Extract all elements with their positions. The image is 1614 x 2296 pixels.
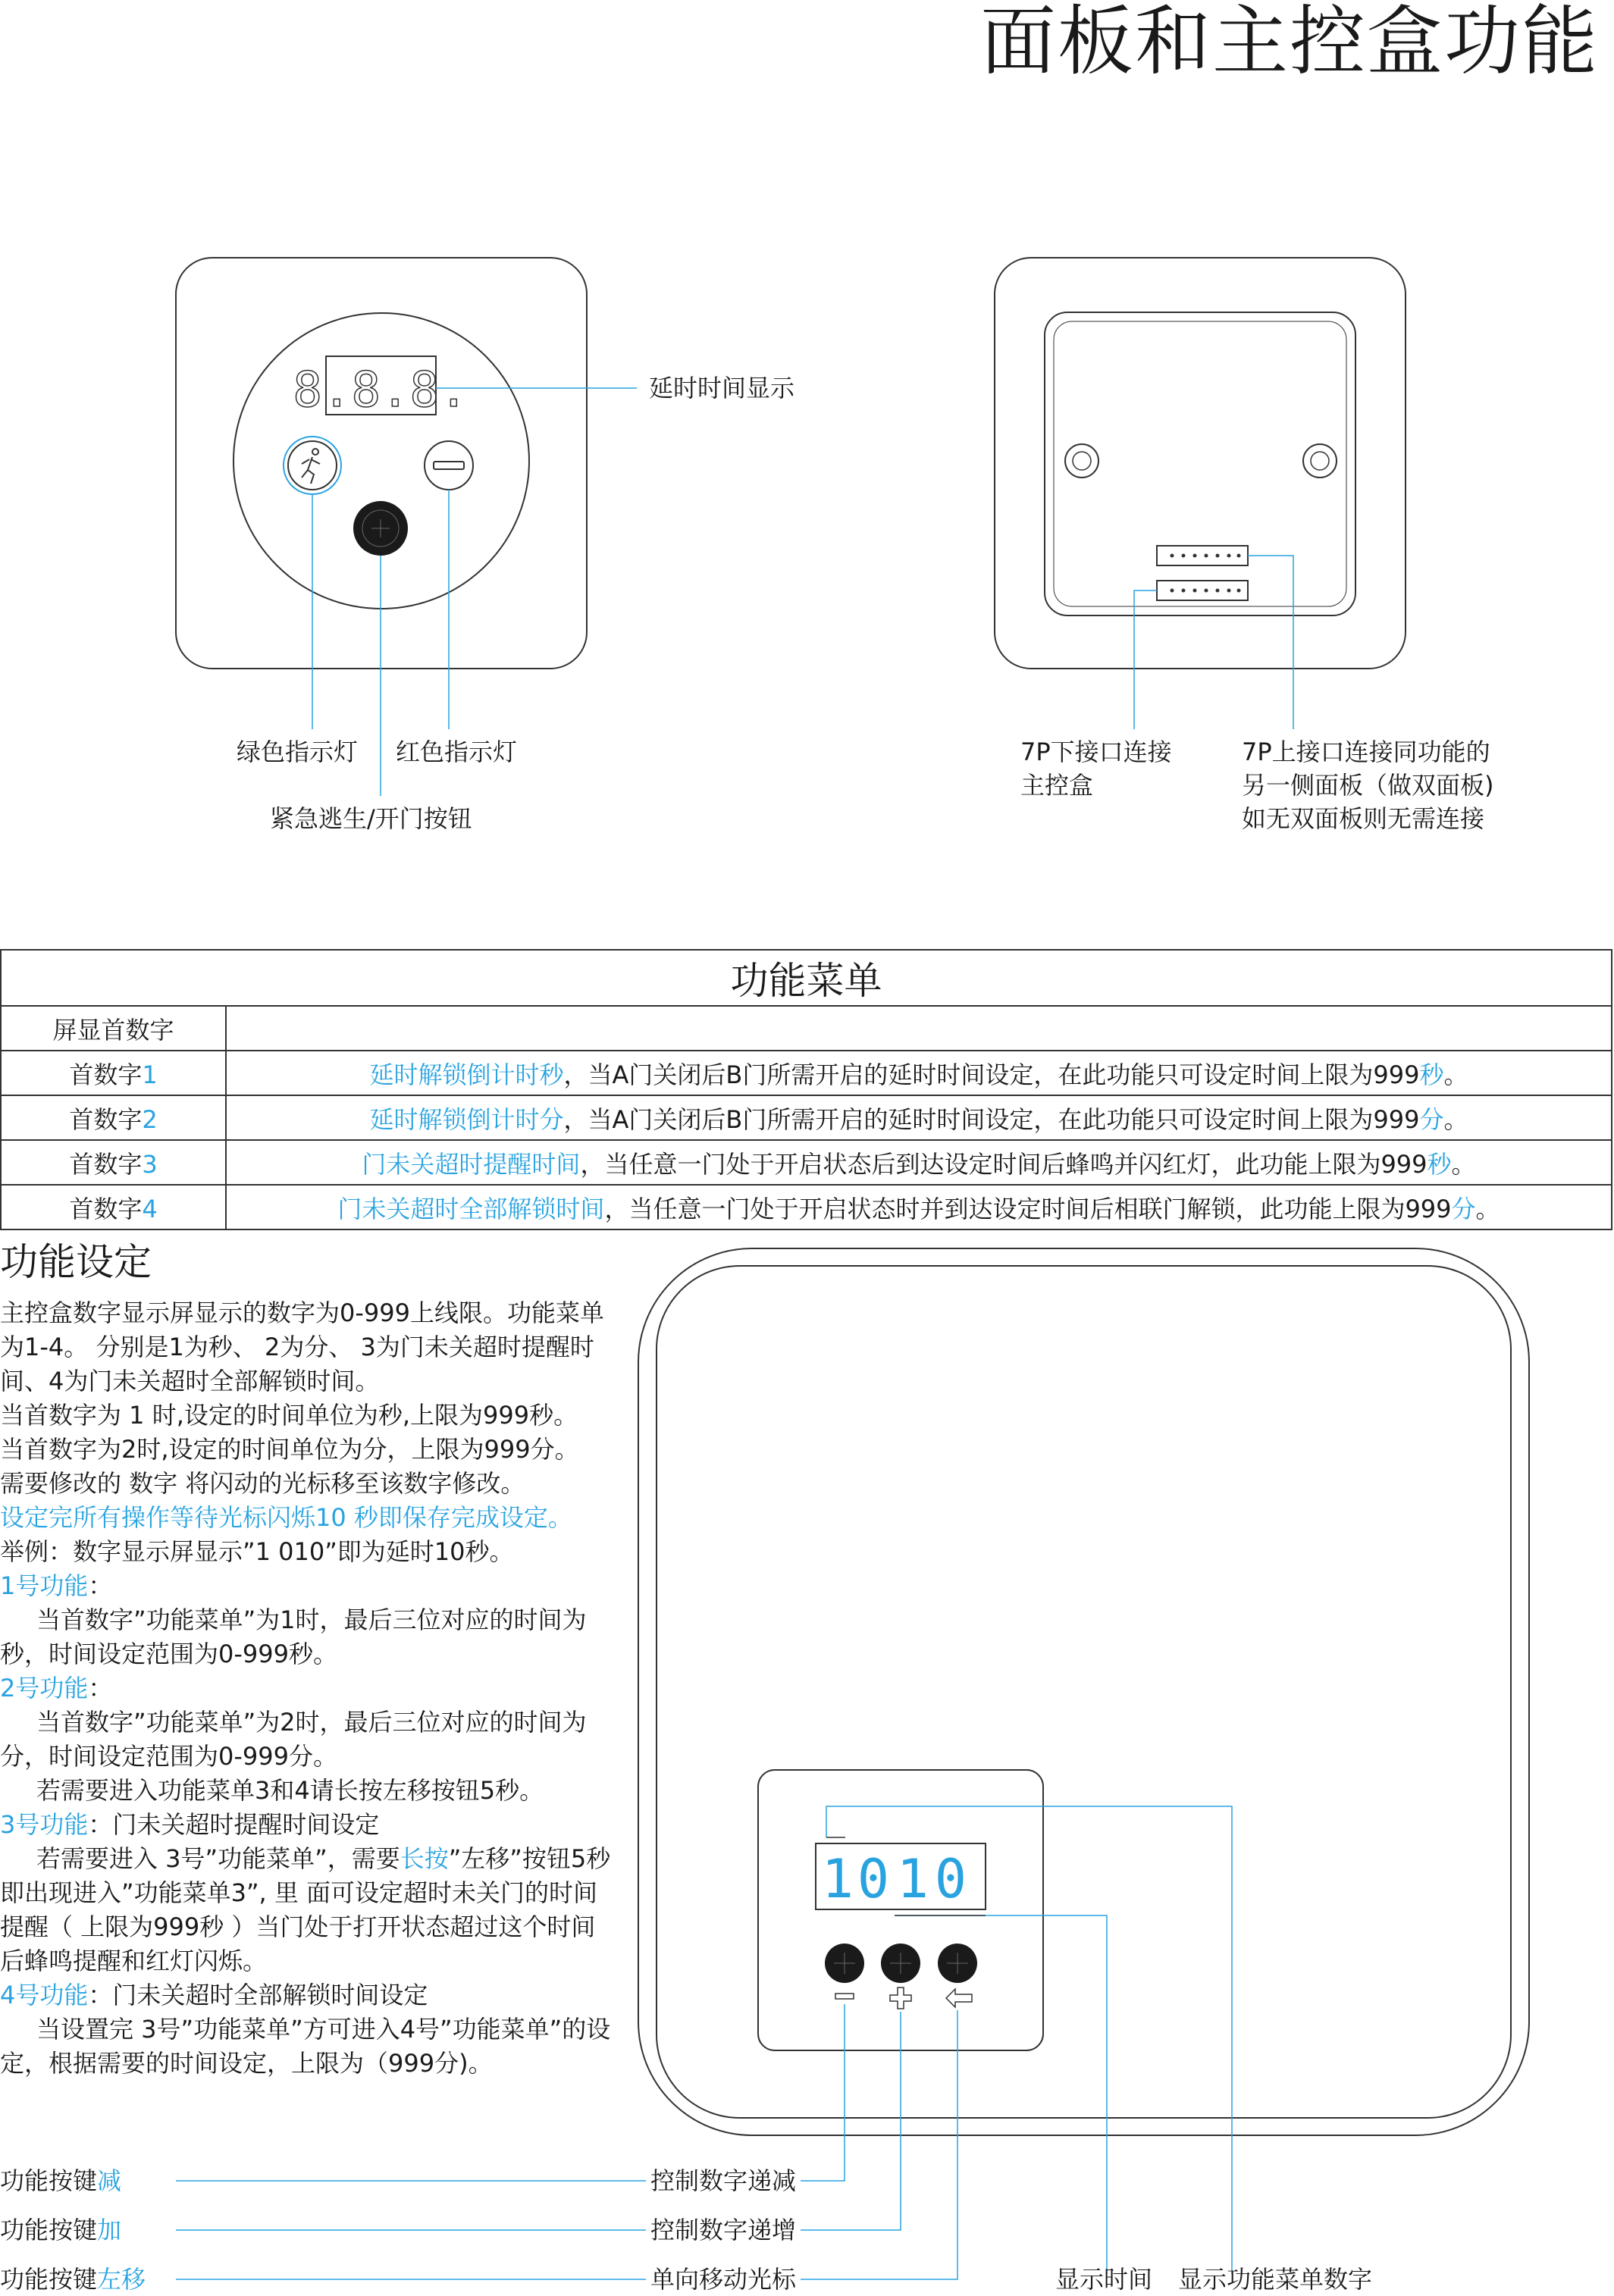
red-light-label: 红色指示灯: [396, 738, 518, 766]
menu-caption: 功能菜单: [1, 950, 1612, 1006]
digit-1: 1: [821, 1848, 854, 1910]
menu-header-empty: [226, 1006, 1612, 1051]
green-indicator: [284, 437, 341, 494]
minus-button[interactable]: [825, 1944, 864, 1983]
digit-4: 0: [934, 1848, 967, 1910]
ctrl-minus-label: 控制数字递减: [646, 2164, 801, 2197]
digit-3: 1: [896, 1848, 929, 1910]
delay-display-label: 延时时间显示: [649, 374, 795, 403]
upper-port-label: 7P上接口连接同功能的 另一侧面板（做双面板) 如无双面板则无需连接: [1242, 738, 1494, 833]
left-key-label: 功能按键左移: [0, 2265, 146, 2294]
delay-digits: 8.8.8.: [293, 362, 469, 418]
plus-button[interactable]: [881, 1944, 920, 1983]
ctrl-plus-label: 控制数字递增: [646, 2213, 801, 2247]
minus-key-label: 功能按键减: [0, 2166, 122, 2195]
table-row: 首数字3 门未关超时提醒时间，当任意一门处于开启状态后到达设定时间后蜂鸣并闪红灯，此功能上限为999秒。: [1, 1140, 1612, 1185]
page-title: 面板和主控盒功能: [980, 0, 1599, 86]
lower-port-label: 7P下接口连接 主控盒: [1020, 738, 1172, 800]
emergency-button-label: 紧急逃生/开门按钮: [270, 804, 472, 833]
upper-7p-connector: [1157, 546, 1248, 565]
digit-2: 0: [857, 1848, 890, 1910]
back-panel: [995, 258, 1406, 729]
left-arrow-icon: [946, 1989, 972, 2007]
left-button[interactable]: [938, 1944, 977, 1983]
plus-icon: [890, 1987, 911, 2009]
front-panel: [176, 258, 637, 796]
emergency-button[interactable]: [353, 501, 408, 556]
table-row: 首数字2 延时解锁倒计时分，当A门关闭后B门所需开启的延时时间设定，在此功能只可设定时间上限为999分。: [1, 1095, 1612, 1140]
plus-key-label: 功能按键加: [0, 2216, 122, 2244]
settings-text: 主控盒数字显示屏显示的数字为0-999上线限。功能菜单为1-4。 分别是1为秒、 2为分、 3为门未关超时提醒时间、4为门未关超时全部解锁时间。 当首数字为 1 时,设定的时间单位为秒,上限为999秒。 当首数字为2时,设定的时间单位为分，上限为999分。 需要修改的 数字 将闪动的光标移至该数字修改。 设定完所有操作等待光标闪烁10 秒即保存完成设定。 举例：数字显示屏显示”1 010”即为延时10秒。 1号功能： 当首数字”功能菜单”为1时，最后三位对应的时间为秒，时间设定范围为0-999秒。 2号功能： 当首数字”功能菜单”为2时，最后三位对应的时间为分，时间设定范围为0-999分。 若需要进入功能菜单3和4请长按左移按钮5秒。 3号功能：门未关超时提醒时间设定 若需要进入 3号”功能菜单”，需要长按”左移”按钮5秒即出现进入”功能菜单3”, 里 面可设定超时未关门的时间提醒（ 上限为999秒 ）当门处于打开状态超过这个时间后蜂鸣提醒和红灯闪烁。 4号功能：门未关超时全部解锁时间设定 当设置完 3号”功能菜单”方可进入4号”功能菜单”的设定，根据需要的时间设定，上限为（999分)。: [0, 1298, 611, 2078]
function-menu-table: [0, 949, 1612, 1230]
minus-icon: [835, 1994, 854, 1999]
table-row: 首数字1 延时解锁倒计时秒，当A门关闭后B门所需开启的延时时间设定，在此功能只可设定时间上限为999秒。: [1, 1051, 1612, 1095]
green-light-label: 绿色指示灯: [237, 738, 359, 766]
ctrl-left-label: 单向移动光标: [646, 2263, 801, 2296]
menu-header: 屏显首数字: [1, 1006, 226, 1051]
display-time-label: 显示时间: [1055, 2265, 1153, 2294]
red-indicator: [425, 441, 473, 490]
settings-title: 功能设定: [0, 1240, 152, 1284]
running-man-icon: [302, 449, 320, 484]
lower-7p-connector: [1157, 581, 1248, 600]
table-row: 首数字4 门未关超时全部解锁时间，当任意一门处于开启状态时并到达设定时间后相联门解锁，此功能上限为999分。: [1, 1185, 1612, 1229]
display-menu-label: 显示功能菜单数字: [1178, 2265, 1373, 2294]
